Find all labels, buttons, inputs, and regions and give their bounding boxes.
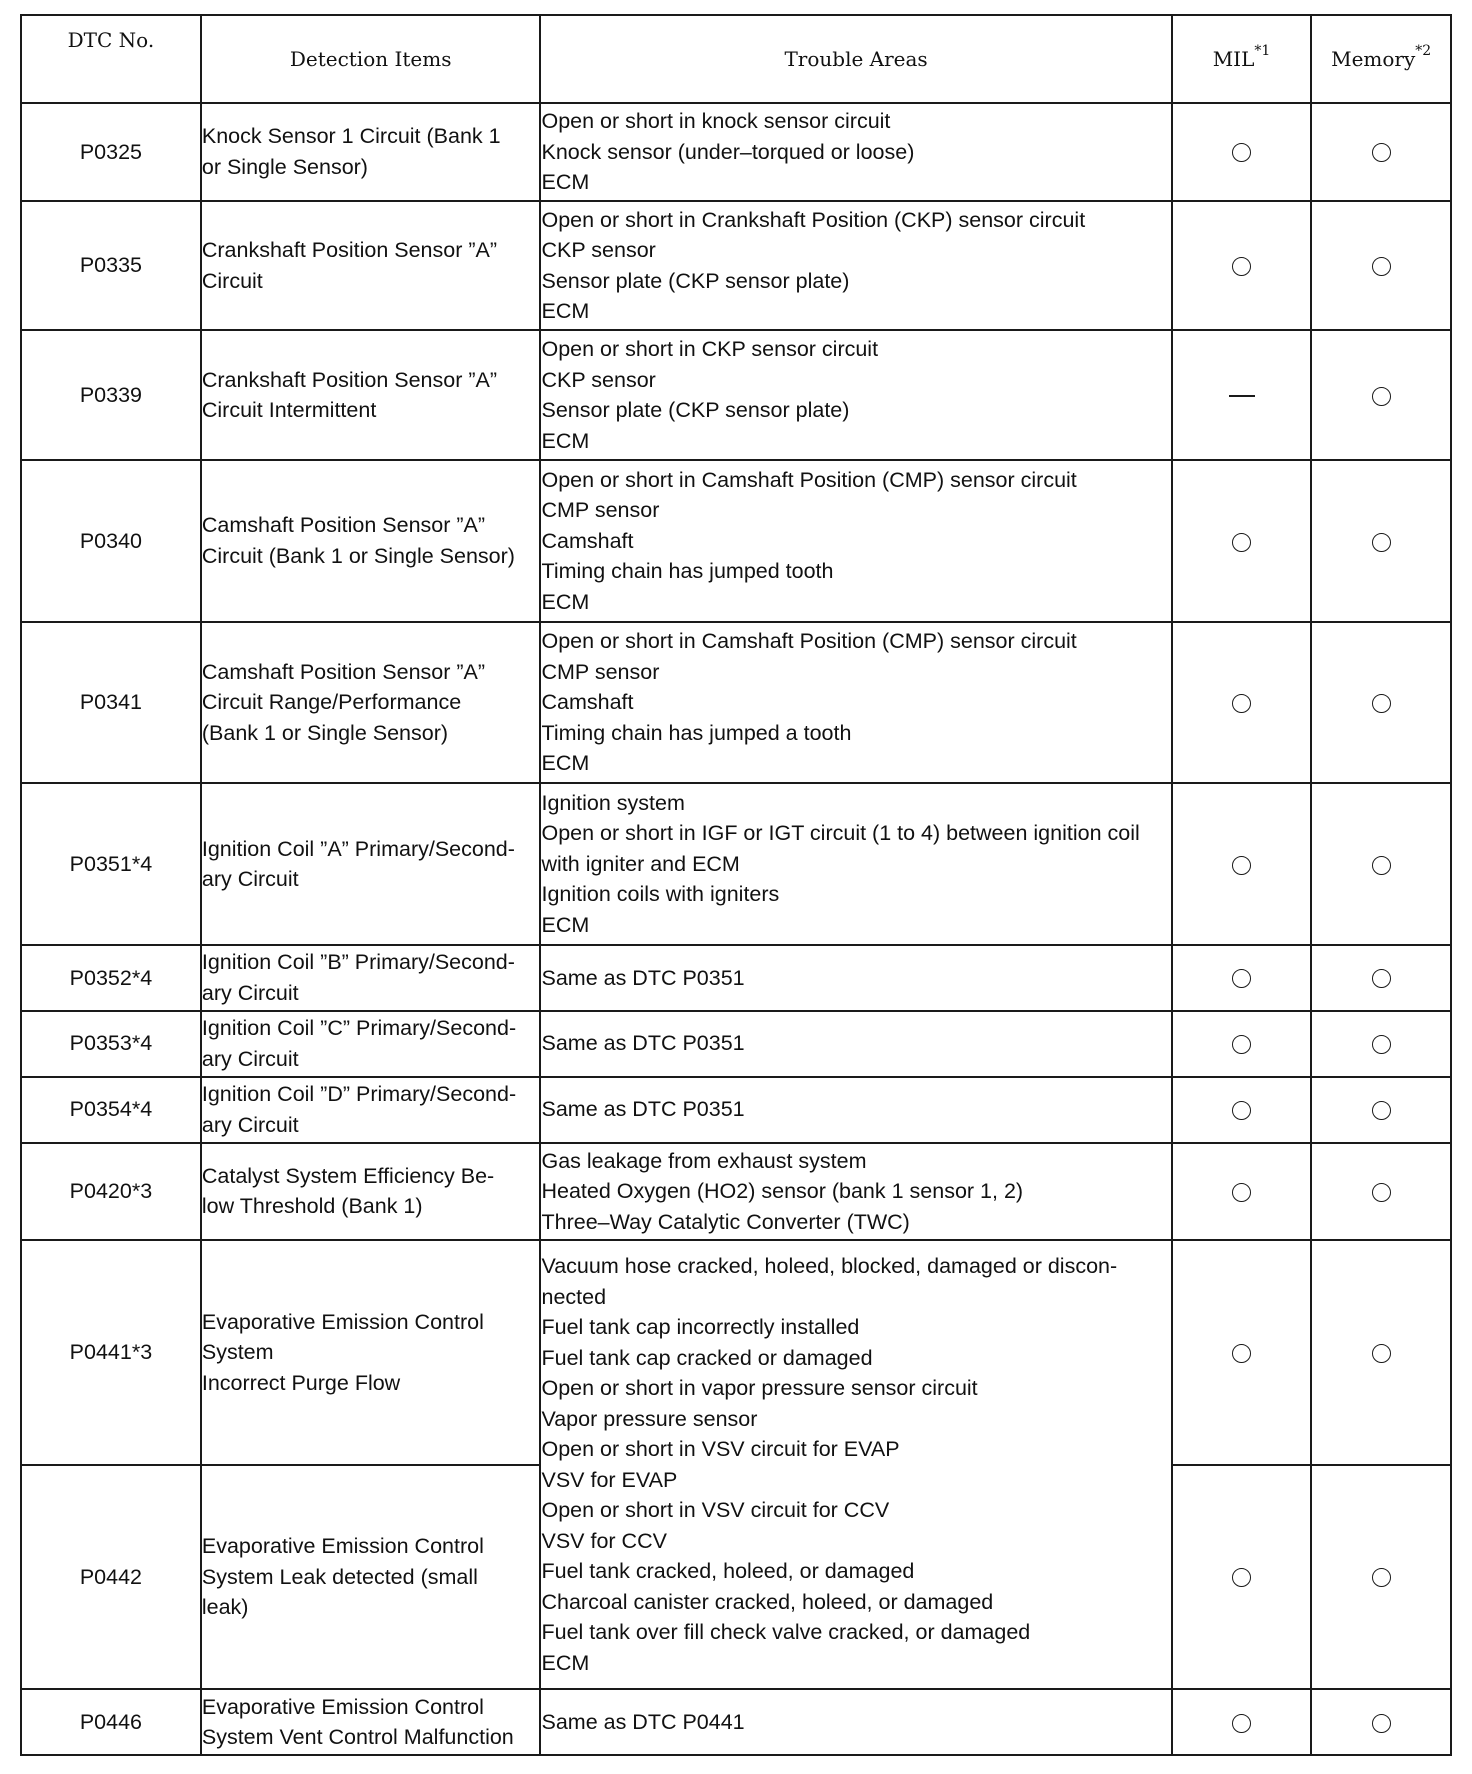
detection-item-line: low Threshold (Bank 1) [201,1194,423,1219]
memory-indicator [1311,1689,1451,1755]
mil-indicator [1172,103,1312,201]
trouble-areas [540,1011,1171,1077]
detection-item [201,1689,541,1755]
detection-item-line: (Bank 1 or Single Sensor) [201,720,449,745]
applies-circle-mark [1232,856,1251,875]
table-row [21,945,1451,1011]
dtc-number: P0442 [21,1465,201,1689]
trouble-area-line: Vacuum hose cracked, holeed, blocked, damaged or discon- [541,1254,1118,1279]
detection-item-line: ary Circuit [201,1046,299,1071]
detection-item-line: System Leak detected (small [201,1564,478,1589]
trouble-area-line: Timing chain has jumped tooth [541,559,834,584]
table-row [21,1240,1451,1464]
trouble-area-line: nected [541,1284,607,1309]
trouble-area-line: Open or short in knock sensor circuit [541,109,891,134]
trouble-areas [540,201,1171,331]
trouble-area-line: Camshaft [541,528,634,553]
trouble-area-line: Open or short in VSV circuit for CCV [541,1498,890,1523]
table-row [21,783,1451,945]
dtc-number: P0325 [21,103,201,201]
trouble-area-line: Ignition coils with igniters [541,882,780,907]
detection-item-line: Circuit [201,268,263,293]
applies-circle-mark [1372,694,1391,713]
trouble-area-line: Fuel tank over fill check valve cracked, or damaged [541,1620,1031,1645]
header-row [21,15,1451,103]
detection-item [201,1240,541,1464]
applies-circle-mark [1372,969,1391,988]
detection-item [201,622,541,784]
dtc-number: P0335 [21,201,201,331]
memory-indicator [1311,1011,1451,1077]
trouble-area-line: VSV for CCV [541,1528,667,1553]
table-row [21,622,1451,784]
trouble-area-line: CKP sensor [541,238,656,263]
trouble-area-line: with igniter and ECM [541,851,740,876]
trouble-area-line: ECM [541,912,590,937]
detection-item [201,330,541,460]
detection-item [201,1011,541,1077]
applies-circle-mark [1372,387,1391,406]
trouble-area-line: Knock sensor (under–torqued or loose) [541,139,915,164]
applies-circle-mark [1372,533,1391,552]
trouble-area-line: ECM [541,1650,590,1675]
memory-indicator [1311,330,1451,460]
applies-circle-mark [1232,1101,1251,1120]
trouble-area-line: VSV for EVAP [541,1467,678,1492]
applies-circle-mark [1372,257,1391,276]
mil-indicator [1172,945,1312,1011]
memory-indicator [1311,201,1451,331]
mil-indicator [1172,460,1312,622]
detection-item [201,1077,541,1143]
trouble-areas [540,103,1171,201]
header-mil: MIL$^{*1}$ [1172,15,1312,103]
dtc-number: P0341 [21,622,201,784]
trouble-areas [540,945,1171,1011]
dtc-number: P0353*4 [21,1011,201,1077]
applies-circle-mark [1232,969,1251,988]
memory-indicator [1311,460,1451,622]
trouble-area-line: Open or short in CKP sensor circuit [541,337,879,362]
mil-indicator [1172,1143,1312,1241]
memory-indicator [1311,945,1451,1011]
dtc-number: P0339 [21,330,201,460]
dtc-number: P0354*4 [21,1077,201,1143]
trouble-areas [540,783,1171,945]
detection-item-line: Ignition Coil ”C” Primary/Second- [201,1016,517,1041]
dtc-number: P0420*3 [21,1143,201,1241]
trouble-area-line: Open or short in Crankshaft Position (CKP) sensor circuit [541,207,1086,232]
detection-item [201,783,541,945]
memory-indicator [1311,1077,1451,1143]
mil-indicator [1172,1465,1312,1689]
detection-item-line: System [201,1340,274,1365]
trouble-areas [540,1077,1171,1143]
trouble-area-line: Heated Oxygen (HO2) sensor (bank 1 sensor 1, 2) [541,1179,1024,1204]
trouble-area-line: ECM [541,299,590,324]
trouble-area-line: ECM [541,428,590,453]
applies-circle-mark [1232,143,1251,162]
table-row [21,103,1451,201]
detection-item-line: Camshaft Position Sensor ”A” [201,513,486,538]
trouble-area-line: Sensor plate (CKP sensor plate) [541,398,850,423]
trouble-areas [540,1240,1171,1689]
table-row [21,1143,1451,1241]
memory-footnote-ref: *2 [1415,43,1432,59]
trouble-area-line: Same as DTC P0351 [541,1097,745,1122]
trouble-area-line: Three–Way Catalytic Converter (TWC) [541,1209,910,1234]
mil-indicator [1172,1077,1312,1143]
mil-indicator [1172,622,1312,784]
detection-item-line: Ignition Coil ”A” Primary/Second- [201,836,515,861]
detection-item-line: leak) [201,1595,249,1620]
trouble-areas [540,460,1171,622]
table-row [21,201,1451,331]
detection-item-line: Circuit Intermittent [201,398,377,423]
detection-item-line: Ignition Coil ”D” Primary/Second- [201,1082,517,1107]
detection-item-line: ary Circuit [201,980,299,1005]
trouble-area-line: Open or short in VSV circuit for EVAP [541,1437,900,1462]
trouble-area-line: Camshaft [541,690,634,715]
header-trouble-areas: Trouble Areas [540,15,1171,103]
mil-indicator [1172,1240,1312,1464]
memory-indicator [1311,622,1451,784]
trouble-area-line: Charcoal canister cracked, holeed, or damaged [541,1589,994,1614]
detection-item-line: Ignition Coil ”B” Primary/Second- [201,950,515,975]
detection-item-line: Circuit (Bank 1 or Single Sensor) [201,543,515,568]
trouble-area-line: ECM [541,170,590,195]
applies-circle-mark [1372,1568,1391,1587]
header-dtc-no: DTC No. [21,15,201,103]
memory-indicator [1311,1143,1451,1241]
dtc-number: P0441*3 [21,1240,201,1464]
table-row [21,1077,1451,1143]
detection-item-line: Evaporative Emission Control [201,1694,484,1719]
applies-circle-mark [1232,1344,1251,1363]
detection-item-line: Camshaft Position Sensor ”A” [201,659,486,684]
detection-item [201,945,541,1011]
dtc-number: P0340 [21,460,201,622]
trouble-area-line: CKP sensor [541,367,656,392]
applies-circle-mark [1232,1568,1251,1587]
trouble-area-line: Same as DTC P0351 [541,965,745,990]
trouble-area-line: Open or short in Camshaft Position (CMP) sensor circuit [541,629,1077,654]
trouble-area-line: Same as DTC P0351 [541,1031,745,1056]
detection-item [201,201,541,331]
trouble-areas [540,330,1171,460]
detection-item-line: Evaporative Emission Control [201,1534,484,1559]
table-row [21,330,1451,460]
trouble-area-line: Timing chain has jumped a tooth [541,720,852,745]
trouble-area-line: Fuel tank cracked, holeed, or damaged [541,1559,915,1584]
applies-circle-mark [1372,1101,1391,1120]
dtc-number: P0352*4 [21,945,201,1011]
mil-indicator [1172,1689,1312,1755]
trouble-area-line: Ignition system [541,790,685,815]
detection-item-line: Knock Sensor 1 Circuit (Bank 1 [201,124,501,149]
trouble-area-line: ECM [541,589,590,614]
trouble-area-line: Vapor pressure sensor [541,1406,758,1431]
memory-indicator [1311,1240,1451,1464]
detection-item-line: ary Circuit [201,1112,299,1137]
table-row [21,460,1451,622]
detection-item-line: ary Circuit [201,867,299,892]
table-row [21,1011,1451,1077]
detection-item [201,1143,541,1241]
applies-circle-mark [1232,257,1251,276]
header-detection-items: Detection Items [201,15,541,103]
applies-circle-mark [1232,1183,1251,1202]
trouble-area-line: CMP sensor [541,498,660,523]
trouble-areas [540,1689,1171,1755]
dtc-number: P0351*4 [21,783,201,945]
header-memory: Memory$^{*2}$ [1311,15,1451,103]
applies-circle-mark [1232,694,1251,713]
detection-item-line: Crankshaft Position Sensor ”A” [201,238,498,263]
mil-footnote-ref: *1 [1254,43,1271,59]
detection-item-line: or Single Sensor) [201,154,368,179]
detection-item-line: Evaporative Emission Control [201,1309,484,1334]
trouble-area-line: Fuel tank cap cracked or damaged [541,1345,873,1370]
detection-item-line: System Vent Control Malfunction [201,1725,514,1750]
trouble-area-line: Fuel tank cap incorrectly installed [541,1315,860,1340]
trouble-area-line: Same as DTC P0441 [541,1709,745,1734]
detection-item-line: Crankshaft Position Sensor ”A” [201,367,498,392]
mil-indicator [1172,783,1312,945]
trouble-area-line: Sensor plate (CKP sensor plate) [541,268,850,293]
memory-indicator [1311,103,1451,201]
mil-indicator [1172,330,1312,460]
trouble-area-line: Open or short in vapor pressure sensor circuit [541,1376,978,1401]
not-applicable-dash [1229,395,1255,397]
trouble-area-line: ECM [541,751,590,776]
mil-indicator [1172,1011,1312,1077]
trouble-area-line: CMP sensor [541,659,660,684]
detection-item-line: Catalyst System Efficiency Be- [201,1163,495,1188]
trouble-area-line: Gas leakage from exhaust system [541,1148,867,1173]
detection-item-line: Incorrect Purge Flow [201,1370,401,1395]
detection-item [201,103,541,201]
applies-circle-mark [1372,1344,1391,1363]
applies-circle-mark [1232,1714,1251,1733]
detection-item [201,460,541,622]
memory-indicator [1311,1465,1451,1689]
applies-circle-mark [1372,856,1391,875]
trouble-area-line: Open or short in IGF or IGT circuit (1 to 4) between ignition coil [541,821,1140,846]
applies-circle-mark [1372,1183,1391,1202]
applies-circle-mark [1372,1035,1391,1054]
trouble-areas [540,622,1171,784]
table-row [21,1689,1451,1755]
trouble-areas [540,1143,1171,1241]
applies-circle-mark [1232,533,1251,552]
mil-indicator [1172,201,1312,331]
applies-circle-mark [1232,1035,1251,1054]
dtc-number: P0446 [21,1689,201,1755]
applies-circle-mark [1372,143,1391,162]
detection-item [201,1465,541,1689]
trouble-area-line: Open or short in Camshaft Position (CMP) sensor circuit [541,467,1077,492]
applies-circle-mark [1372,1714,1391,1733]
dtc-table [20,14,1452,1756]
memory-indicator [1311,783,1451,945]
detection-item-line: Circuit Range/Performance [201,690,462,715]
